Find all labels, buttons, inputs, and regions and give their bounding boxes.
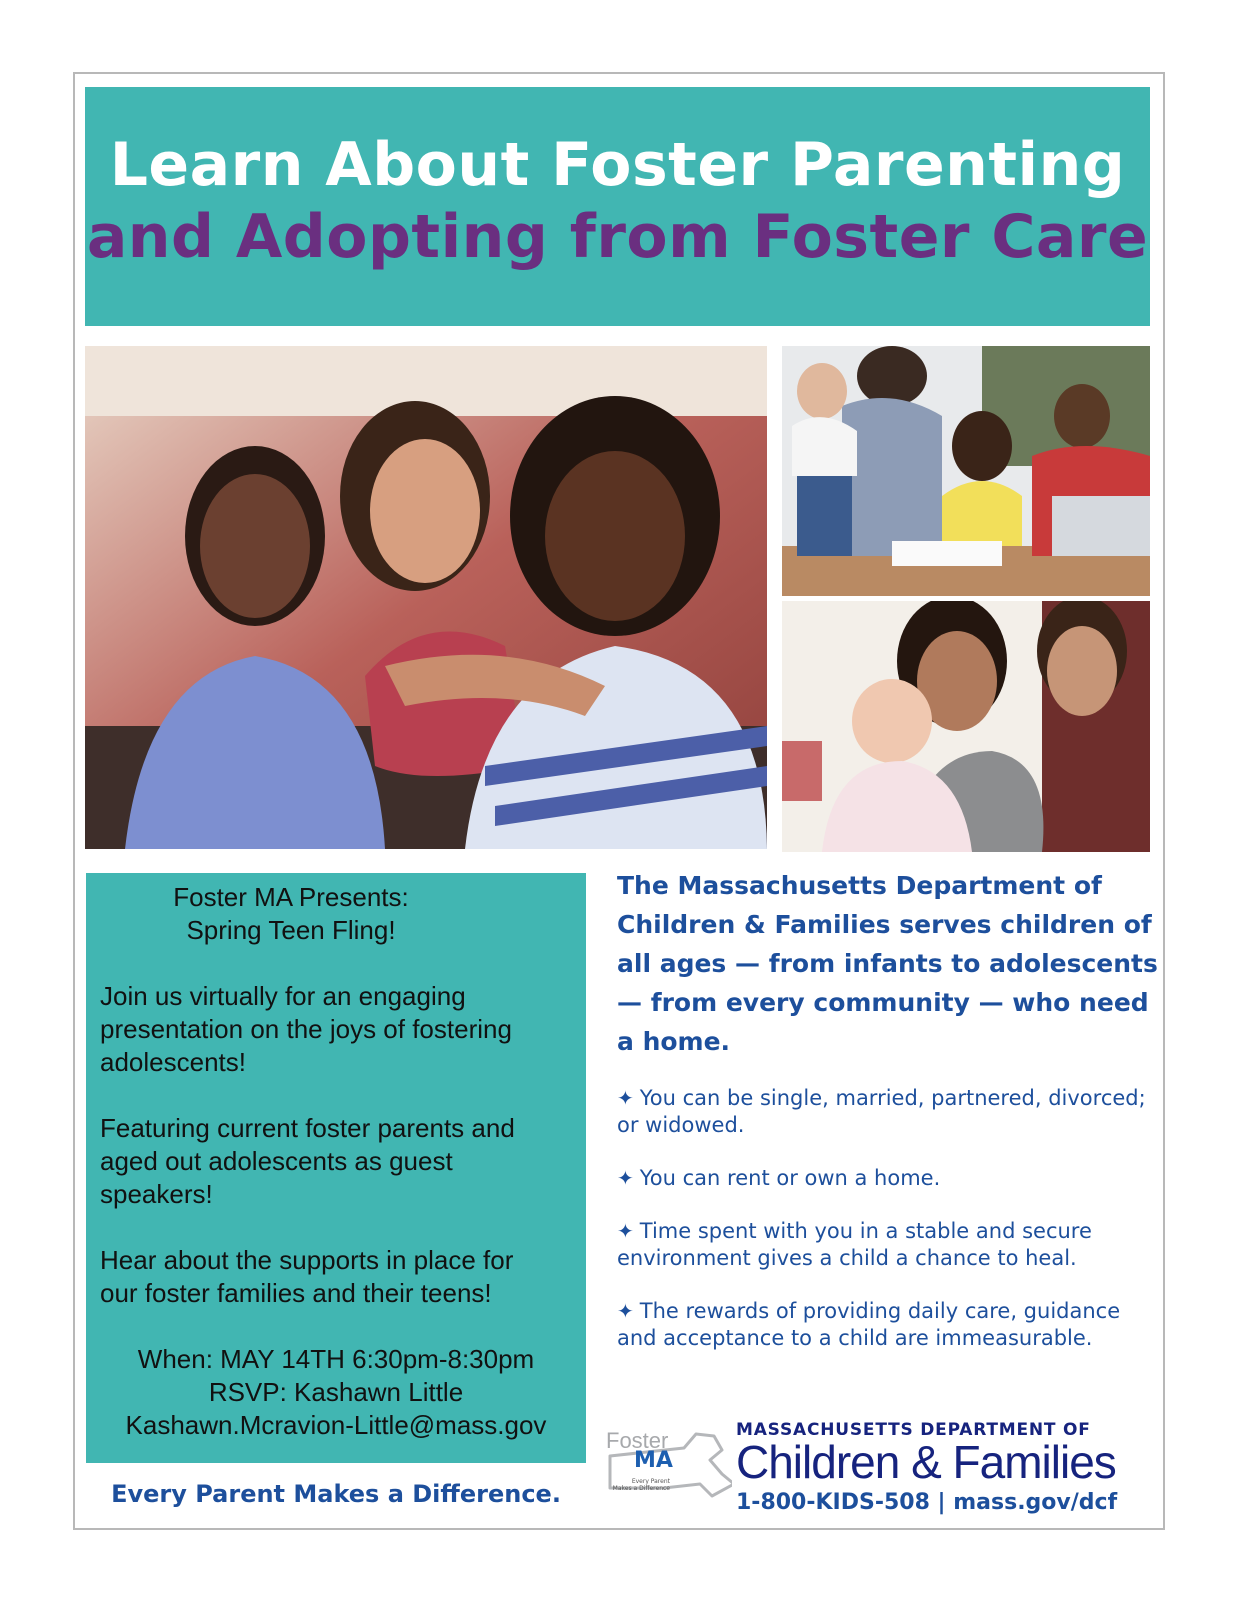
ma-logo-text: MA <box>634 1448 673 1473</box>
event-presenter: Foster MA Presents: <box>173 882 409 912</box>
dcf-logo <box>736 1420 1117 1515</box>
event-rsvp: RSVP: Kashawn Little <box>208 1377 464 1407</box>
family-photo-homework <box>782 346 1150 596</box>
dcf-department-label: MASSACHUSETTS DEPARTMENT OF <box>736 1420 1091 1440</box>
title-line-1: Learn About Foster Parenting <box>109 129 1126 200</box>
tagline: Every Parent Makes a Difference. <box>111 1480 561 1508</box>
foster-logo-text: Foster <box>606 1428 669 1453</box>
intro-statement: The Massachusetts Department of Children & Families serves children of all ages — from infants to adolescents — from every community — who need a home. <box>617 871 1158 1056</box>
foster-ma-logo <box>604 1426 732 1506</box>
dcf-name: Children & Families <box>736 1436 1116 1488</box>
dcf-contact[interactable]: 1-800-KIDS-508 | mass.gov/dcf <box>736 1490 1118 1515</box>
star-bullet-icon: ✦ <box>617 1166 634 1190</box>
event-supports: Hear about the supports in place for our foster families and their teens! <box>100 1245 514 1308</box>
benefit-item <box>617 1218 1162 1272</box>
family-photo-baby <box>782 601 1150 852</box>
benefit-text: You can be single, married, partnered, divorced; or widowed. <box>617 1086 1146 1137</box>
event-speakers: Featuring current foster parents and aged out adolescents as guest speakers! <box>100 1113 515 1209</box>
event-details-box <box>86 873 586 1463</box>
benefits-list <box>617 1085 1162 1352</box>
family-photo-main <box>85 346 767 849</box>
title-line-2: and Adopting from Foster Care <box>86 201 1149 272</box>
foster-logo-subtitle: Every Parent Makes a Difference <box>612 1478 670 1492</box>
star-bullet-icon: ✦ <box>617 1299 634 1323</box>
benefit-text: The rewards of providing daily care, guidance and acceptance to a child are immeasurable. <box>617 1299 1121 1350</box>
benefit-item <box>617 1085 1162 1139</box>
event-description: Join us virtually for an engaging presentation on the joys of fostering adolescents! <box>100 981 512 1077</box>
event-rsvp-email[interactable]: Kashawn.Mcravion-Little@mass.gov <box>125 1410 547 1440</box>
event-title: Spring Teen Fling! <box>186 915 396 945</box>
benefit-item <box>617 1165 1162 1192</box>
benefit-text: You can rent or own a home. <box>639 1166 941 1190</box>
logos-footer <box>600 1410 1160 1520</box>
info-column <box>617 866 1162 1378</box>
star-bullet-icon: ✦ <box>617 1086 634 1110</box>
star-bullet-icon: ✦ <box>617 1219 634 1243</box>
title-banner <box>85 87 1150 326</box>
benefit-item <box>617 1298 1162 1352</box>
event-when: When: MAY 14TH 6:30pm-8:30pm <box>137 1344 535 1374</box>
benefit-text: Time spent with you in a stable and secure environment gives a child a chance to heal. <box>617 1219 1092 1270</box>
